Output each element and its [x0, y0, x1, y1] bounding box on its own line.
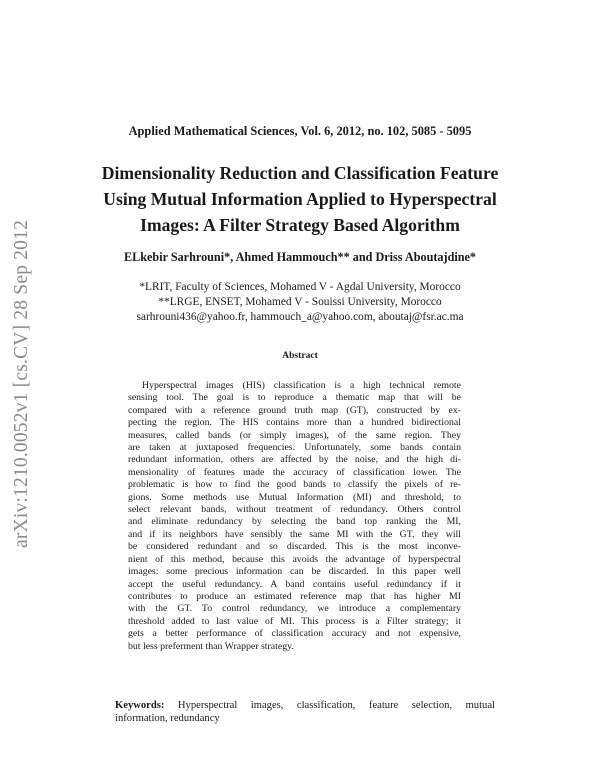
abstract-line: but less preferment than Wrapper strategy.: [128, 640, 294, 652]
abstract-line: be considered redundant and so discarded. This is the most inconve-: [128, 541, 461, 553]
title-line: Using Mutual Information Applied to Hyperspectral: [103, 189, 497, 209]
abstract-line: Hyperspectral images (HIS) classification is a high technical remote: [142, 380, 461, 391]
keywords-label: Keywords:: [115, 700, 165, 711]
title-line: Dimensionality Reduction and Classification Feature: [101, 163, 499, 183]
abstract-line: select relevant bands, without treatment of redundancy. Others control: [128, 504, 461, 516]
abstract-line: mensionality of features made the accuracy of classification lower. The: [128, 466, 461, 478]
abstract-line: and eliminate redundancy by selecting the band top ranking the MI,: [128, 516, 461, 528]
abstract-line: sensing tool. The goal is to reproduce a thematic map that will be: [128, 392, 461, 404]
abstract-line: contributes to produce an estimated reference map that has higher MI: [128, 590, 461, 602]
author-list: ELkebir Sarhrouni*, Ahmed Hammouch** and Driss Aboutajdine*: [123, 250, 477, 264]
arxiv-identifier-stamp: arXiv:1210.0052v1 [cs.CV] 28 Sep 2012: [11, 219, 32, 548]
keywords-line: information, redundancy: [115, 713, 220, 725]
email-line: sarhrouni436@yahoo.fr, hammouch_a@yahoo.com, aboutaj@fsr.ac.ma: [136, 311, 464, 323]
keywords-text: Hyperspectral images, classification, feature selection, mutual: [177, 700, 495, 711]
abstract-line: nient of this method, because this avoids the advantage of hyperspectral: [128, 553, 461, 565]
affiliation-line: *LRIT, Faculty of Sciences, Mohamed V - Agdal University, Morocco: [139, 281, 461, 293]
abstract-line: gets a better performance of classification accuracy and not expensive,: [128, 628, 461, 640]
keywords-line: [115, 699, 495, 712]
abstract-line: with the GT. To control redundancy, we introduce a complementary: [128, 603, 461, 615]
title-line: Images: A Filter Strategy Based Algorithm: [140, 215, 460, 235]
abstract-line: redundant information, others are affected by the noise, and the high di-: [128, 454, 461, 466]
paper-title: [0, 160, 600, 238]
abstract-line: problematic is how to find the good bands to classify the pixels of re-: [128, 479, 461, 491]
abstract-body: [128, 380, 461, 653]
abstract-line: gions. Some methods use Mutual Information (MI) and threshold, to: [128, 491, 461, 503]
abstract-line: compared with a reference ground truth map (GT), constructed by ex-: [128, 404, 461, 416]
abstract-line: accept the useful redundancy. A band contains useful redundancy if it: [128, 578, 461, 590]
abstract-line: threshold added to last value of MI. This process is a Filter strategy; it: [128, 615, 461, 627]
abstract-line: measures, called bands (or simply images), of the same region. They: [128, 429, 461, 441]
affiliations: [0, 280, 600, 325]
abstract-heading: Abstract: [282, 350, 318, 361]
abstract-line: images: some precious information can be discarded. In this paper well: [128, 566, 461, 578]
abstract-line: are taken at juxtaposed frequencies. Unfortunately, some bands contain: [128, 442, 461, 454]
affiliation-line: **LRGE, ENSET, Mohamed V - Souissi University, Morocco: [158, 296, 442, 308]
keywords-section: [115, 699, 495, 726]
abstract-line: and if its neighbors have sensibly the same MI with the GT, they will: [128, 528, 461, 540]
abstract-line: pecting the region. The HIS contains more than a hundred bidirectional: [128, 417, 461, 429]
journal-citation: Applied Mathematical Sciences, Vol. 6, 2012, no. 102, 5085 - 5095: [128, 124, 472, 138]
